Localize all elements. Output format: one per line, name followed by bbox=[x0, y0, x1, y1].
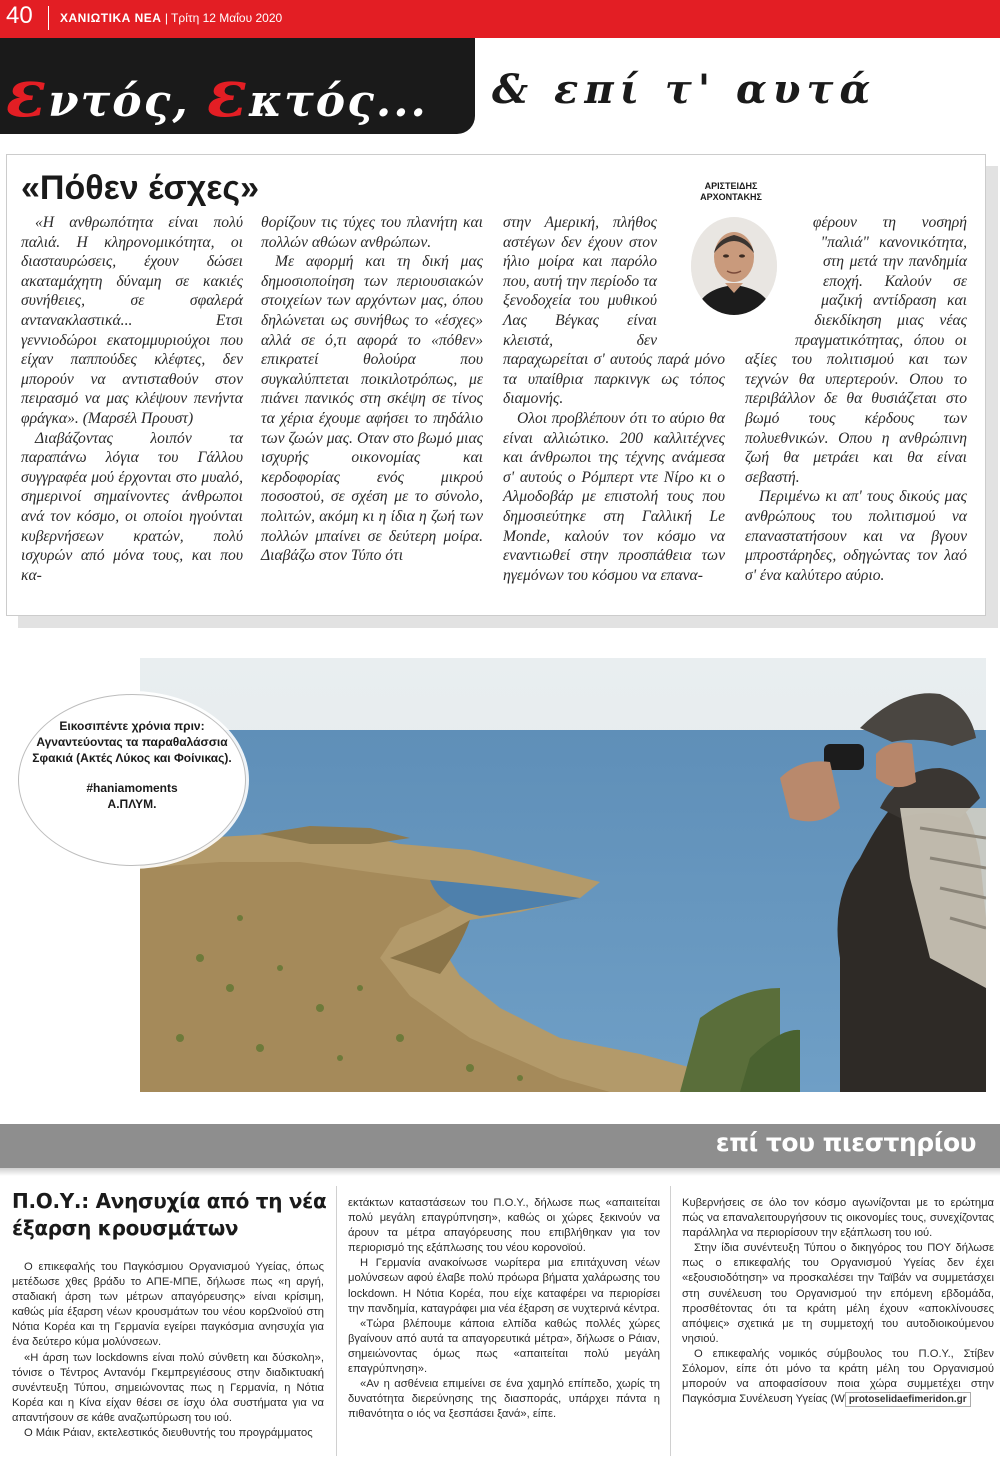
paper-name: ΧΑΝΙΩΤΙΚΑ ΝΕΑ bbox=[60, 11, 162, 25]
section-bar-shadow bbox=[0, 1168, 1000, 1176]
photo-caption bbox=[28, 718, 236, 812]
article-column-3 bbox=[503, 213, 725, 585]
divider bbox=[48, 6, 49, 30]
paragraph: Περιμένω κι απ' τους δικούς μας ανθρώπους του πολιτισμού να επαναστατήσουν και να βγουν μπροστάρηδες, οδηγώντας τον λαό σ' ένα καλύτερο αύριο. bbox=[745, 488, 967, 584]
page-number: 40 bbox=[6, 2, 33, 29]
paragraph: στην Αμερική, πλήθος αστέγων δεν έχουν στον ήλιο μοίρα και παρόλο που, αυτή την περίοδο τα ξενοδοχεία του μυθικού Λας Βέγκας είναι κλειστά, δεν παραχωρείται σ' αυτούς παρά μόνο τα υπαίθρια παρκινγκ ως τόπος διαμονής. bbox=[503, 214, 725, 408]
caption-credit: Α.ΠΛΥΜ. bbox=[107, 797, 157, 811]
author-name: ΑΡΙΣΤΕΙΔΗΣ ΑΡΧΟΝΤΑΚΗΣ bbox=[700, 181, 762, 202]
paragraph: Κυβερνήσεις σε όλο τον κόσμο αγωνίζονται με το ερώτημα πώς να επαναλειτουργήσουν τις οικονομίες τους, συνεχίζοντας παράλληλα να περιορίσουν την εξάπλωση του ιού. bbox=[682, 1197, 994, 1240]
issue-date: | Τρίτη 12 Μαΐου 2020 bbox=[164, 11, 283, 25]
paragraph: φέρουν τη νοσηρή "παλιά" κανονικότητα, στη μετά την πανδημία εποχή. Καλούν σε μαζική αντίδραση και διεκδίκηση μιας νέας πραγματικότητας, όπου οι αξίες του πολιτισμού και των τεχνών θα υπερτερούν. Οπου το περιβάλλον δε θα θυσιάζεται στο βωμό τους κέρδους των πολυεθνικών. Οπου η ανθρώπινη ζωή θα μετράει και θα είναι σεβαστή. bbox=[745, 214, 967, 486]
paragraph: Με αφορμή και τη δική μας δημοσιοποίηση των περιουσιακών στοιχείων των αρχόντων μας, όπου δηλώνεται ως συνήθως το «έσχες» αλλά σε ό,τι αφορά το «πόθεν» επικρατεί θολούρα που συγκαλύπτεται ποικιλοτρόπως, με πιάνει πανικός στη σκέψη σε τίνος τα χέρια έχουμε αφήσει το πηδάλιο των ζωών μας. Οταν στο βωμό μιας ισχυρής οικονομίας και κερδοφορίας ενός μικρού ποσοστού, σε σχέση με το σύνολο, πολιτών, ακόμη κι η ίδια η ζωή των πολλών μπαίνει σε δεύτερη μοίρα. Διαβάζω στον Τύπο ότι bbox=[261, 253, 483, 565]
paragraph: Ο επικεφαλής του Παγκόσμιου Οργανισμού Υγείας, όπως μετέδωσε χθες βράδυ το ΑΠΕ-ΜΠΕ, δήλωσε πως «η αργή, σταδιακή άρση των μέτρων απαγόρευσης» είναι κρίσιμη, καθώς μία έξαρση νέων κρουσμάτων του νέου κορΩνοϊού στη Νότια Κορέα και τη Γερμανία εγείρει παγκόσμια ανησυχία για ένα δεύτερο κύμα μολύνσεων. bbox=[12, 1261, 324, 1349]
paragraph: «Τώρα βλέπουμε κάποια ελπίδα καθώς πολλές χώρες βγαίνουν από αυτά τα απαγορευτικά μέτρα», δήλωσε ο Ράιαν, σημειώνοντας όμως πως «απαιτείται πολύ μεγάλη επαγρύπνηση». bbox=[348, 1317, 660, 1376]
paragraph-text: Ο επικεφαλής νομικός σύμβουλος του Π.Ο.Υ., Στίβεν Σόλομον, είπε ότι μόνο τα κράτη μέλη του Οργανισμού μπορούν να αποφασίσουν ποια χώρα συμμετέχει στην Παγκόσμια Συνέλευση Υγείας (W bbox=[682, 1347, 994, 1406]
section-label: επί του πιεστηρίου bbox=[715, 1128, 976, 1157]
paper-info bbox=[60, 11, 282, 25]
news-headline: Π.Ο.Υ.: Ανησυχία από τη νέα έξαρση κρουσμάτων bbox=[12, 1189, 327, 1240]
paragraph: εκτάκτων καταστάσεων του Π.Ο.Υ., δήλωσε πως «απαιτείται πολύ μεγάλη επαγρύπνηση», καθώς οι χώρες ξεκινούν να άρουν τα μέτρα απαγόρευσης που επιβλήθηκαν για τον περιορισμό της εξάπλωσης του νέου κορονοϊού. bbox=[348, 1197, 660, 1255]
opinion-article bbox=[6, 154, 986, 616]
photo-wrap-space bbox=[731, 213, 817, 331]
caption-text: Εικοσιπέντε χρόνια πριν: Αγναντεύοντας τα παραθαλάσσια Σφακιά (Ακτές Λύκος και Φοίνικας). bbox=[32, 719, 232, 765]
article-column-1 bbox=[21, 213, 243, 585]
column-divider bbox=[336, 1186, 337, 1456]
column-subtitle: & επί τ' αυτά bbox=[492, 66, 877, 113]
paragraph: Στην ίδια συνέντευξη Τύπου ο δικηγόρος του ΠΟΥ δήλωσε πως ο επικεφαλής του Οργανισμού Υγείας δεν έχει «εξουσιοδότηση» να προσκαλέσει την Ταϊβάν να συμμετάσχει στη συνέλευση του Οργανισμού την επόμενη εβδομάδα, προσθέτοντας ότι τα κράτη μέλη έχουν «απoκλίνουσες απόψεις» σχετικά με τη συμμετοχή του αυτοδιοικούμενου νησιού. bbox=[682, 1242, 994, 1345]
column-divider bbox=[670, 1186, 671, 1456]
site-watermark[interactable]: protoselidaefimeridon.gr bbox=[845, 1392, 971, 1407]
paragraph: Η Γερμανία ανακοίνωσε νωρίτερα μια επιτάχυνση νέων μολύνσεων αφού έλαβε πολύ πρόωρα βήματα χαλάρωσης του lockdown. Η Νότια Κορέα, που είχε καταφέρει να περιορίσει την πανδημία, καταγράφει μια νέα έξαρση σε νυχτερινά κέντρα. bbox=[348, 1257, 660, 1315]
paragraph: Ολοι προβλέπουν ότι το αύριο θα είναι αλλιώτικο. 200 καλλιτέχνες και άνθρωποι της τέχνης ανάμεσα σ' αυτούς ο Ρόμπερτ ντε Νίρο κι ο Αλμοδοβάρ με επιστολή τους που δημοσιεύτηκε στη Γαλλική Le Monde, καλούν τον κόσμο να εναντιωθεί στην προσπάθεια των ηγεμόνων του κόσμου να επανα- bbox=[503, 409, 725, 584]
news-column-3 bbox=[682, 1196, 994, 1407]
paragraph bbox=[682, 1347, 994, 1407]
news-column-2 bbox=[348, 1196, 660, 1422]
paragraph: «Αν η ασθένεια επιμείνει σε ένα χαμηλό επίπεδο, χωρίς τη δυνατότητα διερεύνησης της διασποράς, υπάρχει πάντα η πιθανότητα ο ιός να ξεσπάσει ξανά», είπε. bbox=[348, 1378, 660, 1421]
paragraph: Ο Μάικ Ράιαν, εκτελεστικός διευθυντής του προγράμματος bbox=[24, 1427, 313, 1440]
article-column-4 bbox=[745, 213, 967, 585]
news-column-1 bbox=[12, 1260, 324, 1441]
paragraph: θορίζουν τις τύχες του πλανήτη και πολλών αθώων ανθρώπων. bbox=[261, 214, 483, 251]
paragraph: «Η άρση των lockdowns είναι πολύ σύνθετη και δύσκολη», τόνισε ο Τέντρος Αντανόμ Γκεμπρεγιέσους στην διαδικτυακή συνέντευξη Τύπου, σημειώνοντας πως η Γερμανία, η Νότια Κορέα και η Κίνα είχαν θέσει σε ίσχυ όλα συστήματα για να απαντήσουν σε κάθε αναζωπύρωση του ιού. bbox=[12, 1351, 324, 1424]
article-column-2 bbox=[261, 213, 483, 566]
caption-hashtag: #haniamoments bbox=[86, 781, 178, 795]
article-headline: «Πόθεν έσχες» bbox=[21, 169, 259, 207]
photo-wrap-space bbox=[663, 213, 733, 331]
landscape-photo bbox=[140, 658, 986, 1092]
paragraph: Διαβάζοντας λοιπόν τα παραπάνω λόγια του Γάλλου συγγραφέα μού έρχονται στο μυαλό, σημερινοί σημαίνοντες άνθρωποι ανά τον κόσμο, οι οποίοι ηγούνται κυβερνήσεων κρατών, πολύ ισχυρών από μόνα τους, και που κα- bbox=[21, 429, 243, 584]
paragraph: «Η ανθρωπότητα είναι πολύ παλιά. Η κληρονομικότητα, οι διασταυρώσεις, έχουν δώσει ακαταμάχητη δύναμη σε κακιές συνήθειες, σε σφαλερά αντανακλαστικά... Ετσι γεννιοδώροι εκατομμυριούχοι που είχαν παππούδες κλέφτες, δεν μπορούν να αντισταθούν στον πειρασμό να μας κλέψουν πενήντα φράγκα». (Μαρσέλ Προυστ) bbox=[21, 214, 243, 427]
column-title: εντός, εκτός... bbox=[6, 54, 428, 132]
